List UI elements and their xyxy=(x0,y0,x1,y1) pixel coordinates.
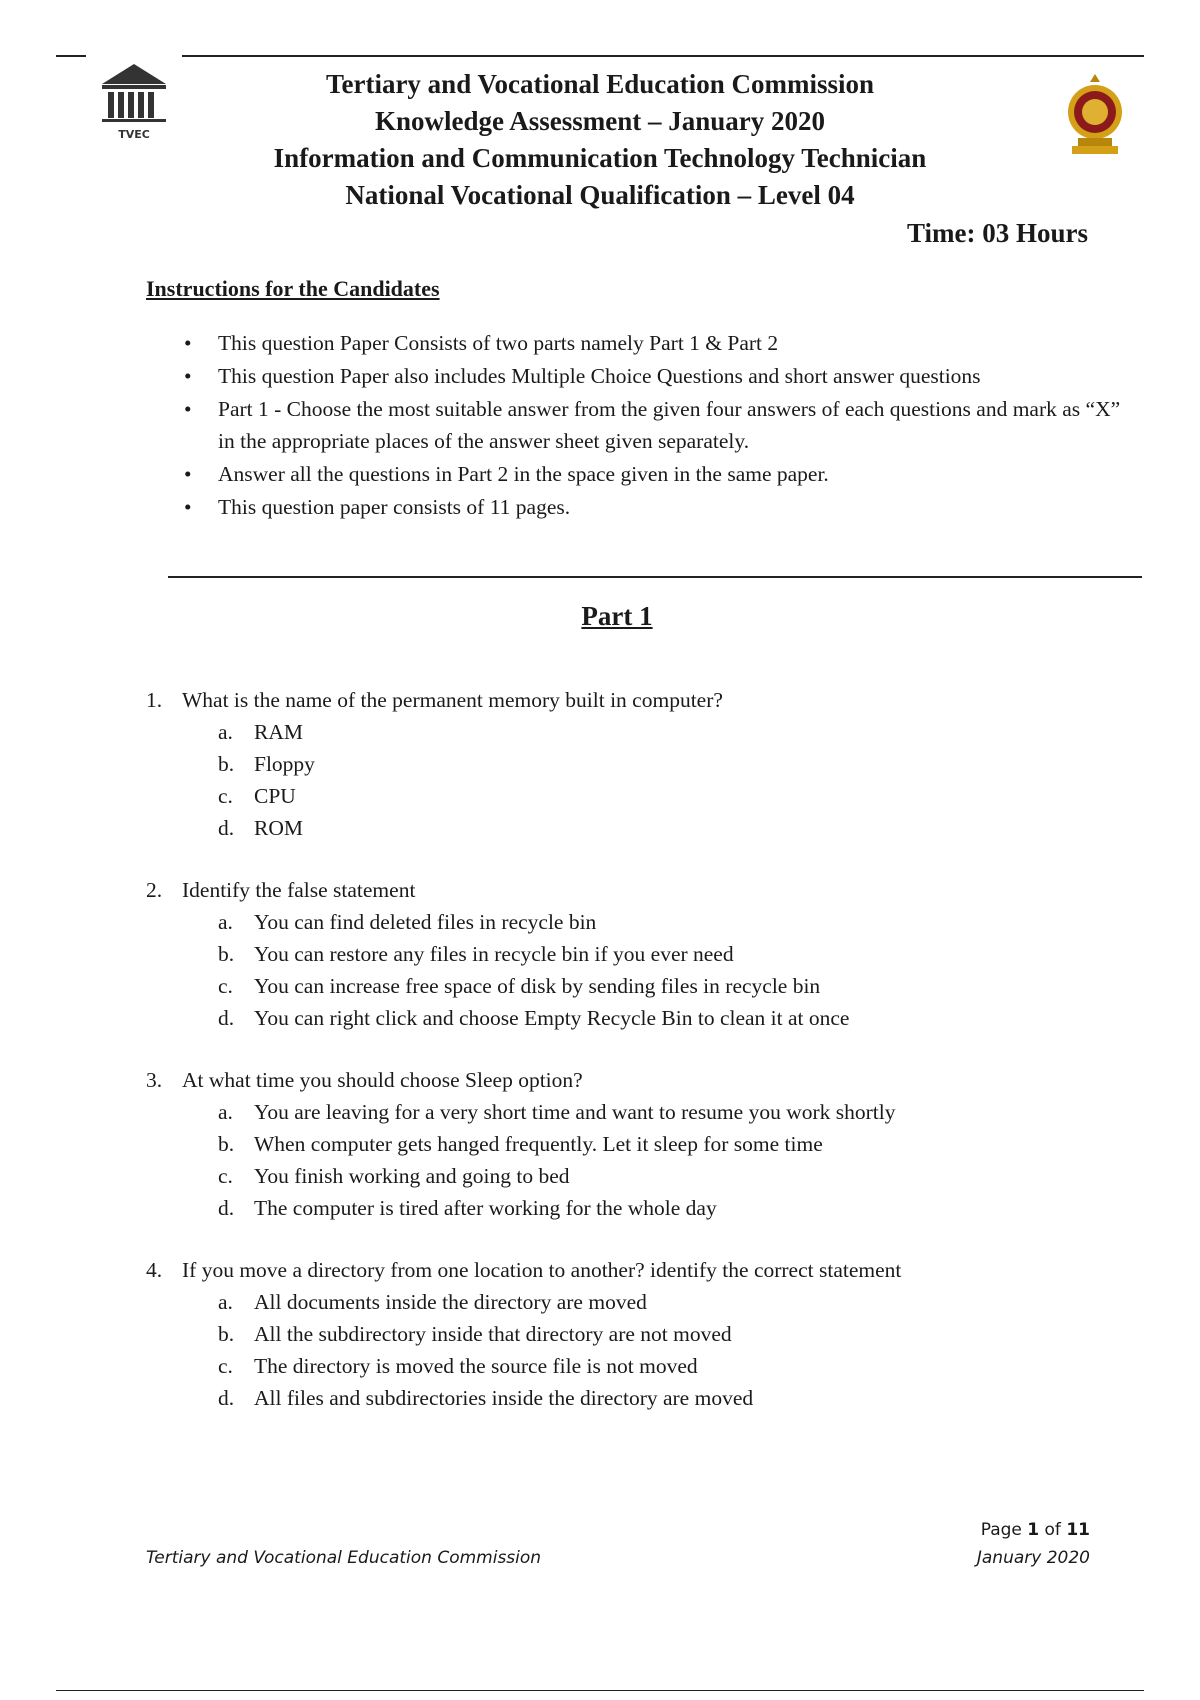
footer-organization: Tertiary and Vocational Education Commission xyxy=(146,1548,542,1568)
bottom-rule xyxy=(56,1690,1144,1691)
option-text: All files and subdirectories inside the directory are moved xyxy=(254,1386,754,1410)
page-word: Page xyxy=(980,1520,1022,1540)
question-text: Identify the false statement xyxy=(182,878,416,902)
option-letter: d. xyxy=(218,1386,235,1410)
instruction-item: • Answer all the questions in Part 2 in the space given in the same paper. xyxy=(184,458,1124,490)
top-rule-long xyxy=(182,55,1144,57)
page-of: of xyxy=(1044,1520,1061,1540)
question-number: 2. xyxy=(146,878,163,902)
question-text: What is the name of the permanent memory built in computer? xyxy=(182,688,723,712)
option-text: RAM xyxy=(254,720,303,744)
section-divider xyxy=(168,576,1142,578)
option-letter: c. xyxy=(218,1164,233,1188)
option-letter: a. xyxy=(218,1100,233,1124)
instruction-item: • This question paper consists of 11 pages. xyxy=(184,491,1124,523)
option-item xyxy=(146,906,1146,938)
option-item xyxy=(146,1002,1146,1034)
option-text: All the subdirectory inside that directory are not moved xyxy=(254,1322,732,1346)
instruction-item: • Part 1 - Choose the most suitable answer from the given four answers of each questions and mark as “X” in the appropriate places of the answer sheet given separately. xyxy=(184,393,1124,457)
option-item xyxy=(146,1192,1146,1224)
option-item xyxy=(146,1128,1146,1160)
header-assessment: Knowledge Assessment – January 2020 xyxy=(374,106,826,136)
option-text: All documents inside the directory are moved xyxy=(254,1290,647,1314)
header-level: National Vocational Qualification – Level 04 xyxy=(345,180,855,210)
options-list xyxy=(146,1096,1146,1224)
option-letter: a. xyxy=(218,720,233,744)
option-text: ROM xyxy=(254,816,303,840)
footer-date: January 2020 xyxy=(976,1548,1090,1568)
question-text: If you move a directory from one location to another? identify the correct statement xyxy=(182,1258,902,1282)
top-rule-short xyxy=(56,55,86,57)
question-number: 1. xyxy=(146,688,163,712)
option-letter: a. xyxy=(218,1290,233,1314)
option-item xyxy=(146,812,1146,844)
instructions-list xyxy=(184,327,1124,524)
option-letter: d. xyxy=(218,1006,235,1030)
question-item xyxy=(146,874,1146,1034)
question-item xyxy=(146,1254,1146,1414)
option-text: You can restore any files in recycle bin if you ever need xyxy=(254,942,734,966)
options-list xyxy=(146,1286,1146,1414)
question-item xyxy=(146,684,1146,844)
option-text: CPU xyxy=(254,784,296,808)
option-letter: b. xyxy=(218,1322,235,1346)
question-stem xyxy=(146,874,1146,906)
option-letter: b. xyxy=(218,942,235,966)
option-letter: c. xyxy=(218,1354,233,1378)
option-letter: b. xyxy=(218,1132,235,1156)
question-stem xyxy=(146,1064,1146,1096)
option-text: You can increase free space of disk by sending files in recycle bin xyxy=(254,974,821,998)
national-emblem-icon xyxy=(1064,72,1126,158)
option-item xyxy=(146,716,1146,748)
question-stem xyxy=(146,684,1146,716)
question-stem xyxy=(146,1254,1146,1286)
instruction-item: • This question Paper also includes Multiple Choice Questions and short answer questions xyxy=(184,360,1124,392)
page-current: 1 xyxy=(1027,1520,1040,1540)
option-text: When computer gets hanged frequently. Let it sleep for some time xyxy=(254,1132,823,1156)
option-item xyxy=(146,1096,1146,1128)
option-text: You can find deleted files in recycle bin xyxy=(254,910,597,934)
header-commission: Tertiary and Vocational Education Commission xyxy=(325,69,875,99)
question-number: 3. xyxy=(146,1068,163,1092)
option-letter: c. xyxy=(218,974,233,998)
option-text: The computer is tired after working for the whole day xyxy=(254,1196,717,1220)
option-item xyxy=(146,938,1146,970)
page-number xyxy=(981,1520,1090,1540)
page-total: 11 xyxy=(1066,1520,1090,1540)
question-item xyxy=(146,1064,1146,1224)
option-text: Floppy xyxy=(254,752,315,776)
instruction-item: • This question Paper Consists of two parts namely Part 1 & Part 2 xyxy=(184,327,1124,359)
question-number: 4. xyxy=(146,1258,163,1282)
header-qualification-title: Information and Communication Technology Technician xyxy=(273,143,927,173)
option-text: The directory is moved the source file is not moved xyxy=(254,1354,698,1378)
option-letter: c. xyxy=(218,784,233,808)
options-list xyxy=(146,906,1146,1034)
options-list xyxy=(146,716,1146,844)
tvec-logo xyxy=(96,62,172,142)
option-item xyxy=(146,748,1146,780)
option-item xyxy=(146,1318,1146,1350)
option-letter: b. xyxy=(218,752,235,776)
option-text: You are leaving for a very short time and want to resume you work shortly xyxy=(254,1100,896,1124)
tvec-logo-text: TVEC xyxy=(118,128,150,141)
option-item xyxy=(146,1160,1146,1192)
option-item xyxy=(146,780,1146,812)
option-item xyxy=(146,1350,1146,1382)
header-block xyxy=(170,66,1030,214)
option-item xyxy=(146,1286,1146,1318)
questions-list xyxy=(146,684,1146,1444)
option-letter: d. xyxy=(218,816,235,840)
instructions-title: Instructions for the Candidates xyxy=(146,276,440,301)
question-text: At what time you should choose Sleep option? xyxy=(182,1068,583,1092)
option-letter: d. xyxy=(218,1196,235,1220)
option-item xyxy=(146,1382,1146,1414)
part-title: Part 1 xyxy=(581,601,653,631)
option-letter: a. xyxy=(218,910,233,934)
option-item xyxy=(146,970,1146,1002)
option-text: You finish working and going to bed xyxy=(254,1164,570,1188)
option-text: You can right click and choose Empty Recycle Bin to clean it at once xyxy=(254,1006,850,1030)
exam-time: Time: 03 Hours xyxy=(907,218,1088,248)
